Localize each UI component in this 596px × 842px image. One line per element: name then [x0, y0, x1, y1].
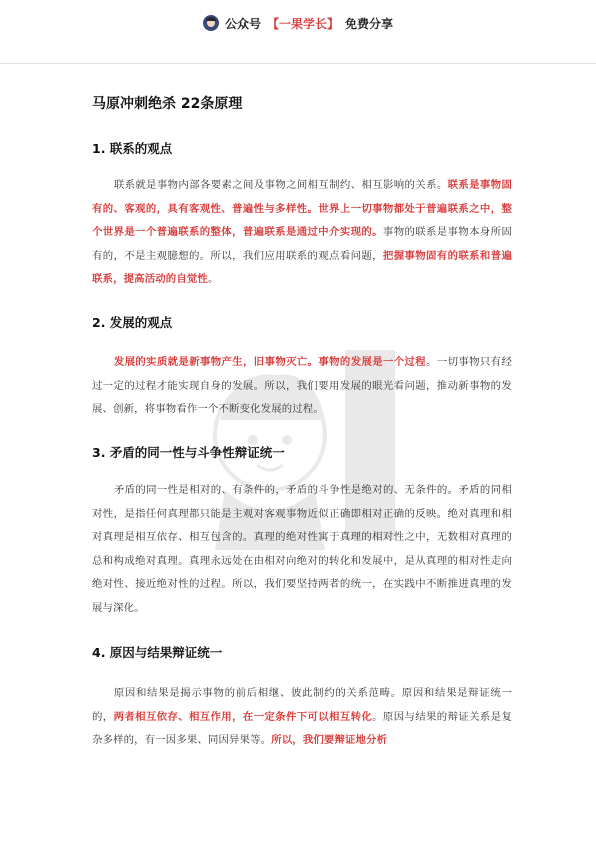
section-paragraph: [92, 682, 512, 753]
header-divider: [0, 63, 596, 64]
section-paragraph: [92, 479, 512, 620]
document-body: [92, 94, 512, 746]
section-paragraph: [92, 351, 512, 422]
section-heading: 1. 联系的观点: [92, 141, 173, 156]
highlighted-text: 发展的实质就是新事物产生，旧事物灭亡。事物的发展是一个过程: [113, 356, 427, 368]
section-heading: 2. 发展的观点: [92, 315, 173, 330]
brand-prefix: 公众号: [224, 16, 261, 31]
body-text: 矛盾的同一性是相对的、有条件的，矛盾的斗争性是绝对的、无条件的。矛盾的同相对性，是指任何真理都只能是主观对客观事物近似正确即相对正确的反映。绝对真理和相对真理是相互依存、相互包含的。真理的绝对性寓于真理的相对性之中，无数相对真理的总和构成绝对真理。真理永远处在由相对向绝对的转化和发展中，是从真理的相对性走向绝对性、接近绝对性的过程。所以，我们要坚持两者的统一，在实践中不断推进真理的发展与深化。: [92, 484, 512, 614]
highlighted-text: 联系是事物固有的、客观的，具有客观性、普遍性与多样性。世界上一切事物都处于普遍联系之中，整个世界是一个普遍联系的整体，普遍联系是通过中介实现的。: [92, 179, 512, 238]
page-title: 马原冲刺绝杀 22条原理: [92, 96, 243, 112]
brand-highlight: 【一果学长】: [266, 16, 339, 31]
highlighted-text: 两者相互依存、相互作用，在一定条件下可以相互转化: [113, 710, 373, 723]
body-text: 原因和结果是揭示事物的前后相继、彼此制约的关系范畴。原因和结果是辩证统一的，: [92, 687, 512, 723]
body-text: 。原因与结果的辩证关系是复杂多样的，有一因多果、同因异果等。: [92, 710, 512, 746]
brand-label: [203, 15, 393, 32]
page-header: [0, 0, 596, 64]
highlighted-text: 所以，我们要辩证地分析: [271, 734, 388, 746]
body-text: 事物的联系是事物本身所固有的，不是主观臆想的。所以，我们应用联系的观点看问题，: [92, 226, 512, 262]
body-text: 。: [207, 273, 219, 285]
section-heading: 3. 矛盾的同一性与斗争性辩证统一: [92, 445, 285, 460]
section-paragraph: [92, 174, 512, 292]
highlighted-text: 把握事物固有的联系和普遍联系，提高活动的自觉性: [92, 249, 512, 285]
body-text: 。一切事物只有经过一定的过程才能实现自身的发展。所以，我们要用发展的眼光看问题，推动新事物的发展、创新，将事物看作一个不断变化发展的过程。: [92, 356, 512, 415]
avatar-icon: [203, 15, 219, 31]
body-text: 联系就是事物内部各要素之间及事物之间相互制约、相互影响的关系。: [113, 179, 448, 191]
section-heading: 4. 原因与结果辩证统一: [92, 645, 223, 660]
brand-suffix: 免费分享: [345, 16, 394, 31]
